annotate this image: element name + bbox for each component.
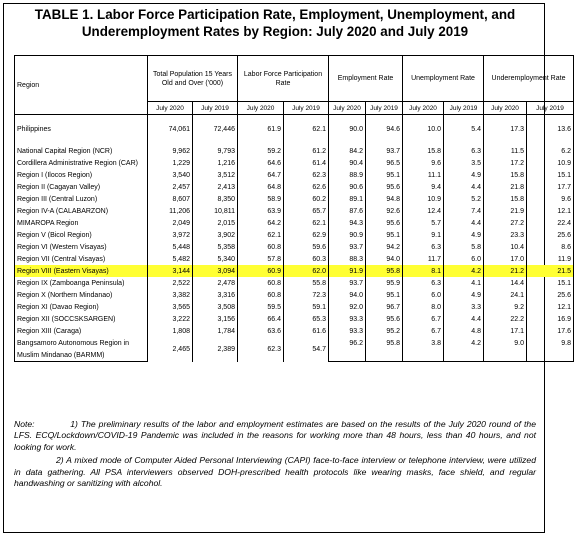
unemployment-2019: 4.4 bbox=[444, 313, 484, 325]
unemployment-2019: 6.0 bbox=[444, 253, 484, 265]
employment-2020: 90.6 bbox=[329, 181, 366, 193]
region-name: Region XII (SOCCSKSARGEN) bbox=[15, 313, 148, 325]
employment-2019: 95.1 bbox=[366, 169, 403, 181]
employment-2019: 96.5 bbox=[366, 157, 403, 169]
population-2019: 9,793 bbox=[193, 145, 238, 157]
employment-2020: 90.9 bbox=[329, 229, 366, 241]
region-name: Region I (Ilocos Region) bbox=[15, 169, 148, 181]
region-row-highlighted bbox=[15, 265, 574, 277]
employment-2020: 93.7 bbox=[329, 241, 366, 253]
population-2019: 10,811 bbox=[193, 205, 238, 217]
population-2019: 1,216 bbox=[193, 157, 238, 169]
region-name: Region V (Bicol Region) bbox=[15, 229, 148, 241]
header-year-2020: July 2020 bbox=[484, 102, 527, 115]
unemployment-2019: 4.1 bbox=[444, 277, 484, 289]
underemployment-2020: 23.3 bbox=[484, 229, 527, 241]
region-row bbox=[15, 181, 574, 193]
lfpr-2020: 66.4 bbox=[238, 313, 284, 325]
unemployment-2020: 9.4 bbox=[403, 181, 444, 193]
unemployment-2019: 3.3 bbox=[444, 301, 484, 313]
lfpr-2019: 61.4 bbox=[284, 157, 329, 169]
employment-2019: 95.1 bbox=[366, 229, 403, 241]
underemployment-2020: 9.2 bbox=[484, 301, 527, 313]
lfpr-2020: 57.8 bbox=[238, 253, 284, 265]
employment-2020: 91.9 bbox=[329, 265, 366, 277]
lfpr-2020: 64.7 bbox=[238, 169, 284, 181]
population-2019: 2,478 bbox=[193, 277, 238, 289]
underemployment-2020: 21.8 bbox=[484, 181, 527, 193]
underemployment-2019: 25.6 bbox=[527, 289, 574, 301]
note-label: Note: bbox=[14, 419, 35, 429]
lfpr-2020: 59.2 bbox=[238, 145, 284, 157]
employment-2019: 95.6 bbox=[366, 313, 403, 325]
employment-2019: 96.7 bbox=[366, 301, 403, 313]
unemployment-2020: 3.8 bbox=[403, 337, 444, 349]
underemployment-2020: 22.2 bbox=[484, 313, 527, 325]
unemployment-2019: 7.4 bbox=[444, 205, 484, 217]
unemployment-2019: 4.9 bbox=[444, 169, 484, 181]
unemployment-2020: 6.7 bbox=[403, 313, 444, 325]
lfpr-2020: 63.9 bbox=[238, 205, 284, 217]
population-2020: 2,049 bbox=[148, 217, 193, 229]
population-2020: 3,144 bbox=[148, 265, 193, 277]
population-2020: 3,382 bbox=[148, 289, 193, 301]
region-name: Region IX (Zamboanga Peninsula) bbox=[15, 277, 148, 289]
underemployment-2020: 17.0 bbox=[484, 253, 527, 265]
region-row bbox=[15, 313, 574, 325]
underemployment-2020: 21.2 bbox=[484, 265, 527, 277]
unemployment-2019: 4.2 bbox=[444, 265, 484, 277]
population-2020: 3,565 bbox=[148, 301, 193, 313]
lfpr-2019: 60.2 bbox=[284, 193, 329, 205]
lfpr-2020: 63.6 bbox=[238, 325, 284, 337]
unemployment-2019: 4.2 bbox=[444, 337, 484, 349]
header-year-2019: July 2019 bbox=[366, 102, 403, 115]
lfpr-2019: 65.3 bbox=[284, 313, 329, 325]
lfpr-2019: 62.1 bbox=[284, 217, 329, 229]
population-2020: 11,206 bbox=[148, 205, 193, 217]
region-name: Region X (Northern Mindanao) bbox=[15, 289, 148, 301]
unemployment-2020: 5.7 bbox=[403, 217, 444, 229]
header-year-2019: July 2019 bbox=[444, 102, 484, 115]
lfpr-2019: 62.6 bbox=[284, 181, 329, 193]
population-2019: 2,389 bbox=[193, 337, 238, 362]
header-region: Region bbox=[15, 56, 148, 115]
region-name: Region IV-A (CALABARZON) bbox=[15, 205, 148, 217]
region-row bbox=[15, 205, 574, 217]
underemployment-2020: 24.1 bbox=[484, 289, 527, 301]
region-row bbox=[15, 193, 574, 205]
underemployment-2020: 27.2 bbox=[484, 217, 527, 229]
region-row bbox=[15, 325, 574, 337]
population-2020: 2,465 bbox=[148, 337, 193, 362]
population-2019: 3,902 bbox=[193, 229, 238, 241]
unemployment-2020: 8.0 bbox=[403, 301, 444, 313]
header-year-2019: July 2019 bbox=[284, 102, 329, 115]
header-lfpr: Labor Force Participation Rate bbox=[238, 56, 329, 102]
lfpr-2020: 59.5 bbox=[238, 301, 284, 313]
underemployment-2020: 10.4 bbox=[484, 241, 527, 253]
underemployment-2020: 14.4 bbox=[484, 277, 527, 289]
header-underemployment: Underemployment Rate bbox=[484, 56, 574, 102]
lfpr-2019: 72.3 bbox=[284, 289, 329, 301]
unemployment-2019: 4.9 bbox=[444, 229, 484, 241]
lfpr-2019: 61.2 bbox=[284, 145, 329, 157]
employment-2019: 95.9 bbox=[366, 277, 403, 289]
underemployment-2020: 17.2 bbox=[484, 157, 527, 169]
population-2019: 2,015 bbox=[193, 217, 238, 229]
region-name: Region VIII (Eastern Visayas) bbox=[15, 265, 148, 277]
population-2019: 5,358 bbox=[193, 241, 238, 253]
population-2019: 3,094 bbox=[193, 265, 238, 277]
population-2019: 3,156 bbox=[193, 313, 238, 325]
employment-2020: 93.3 bbox=[329, 325, 366, 337]
lfpr-2019: 62.3 bbox=[284, 169, 329, 181]
underemployment-2020: 15.8 bbox=[484, 193, 527, 205]
unemployment-2020: 10.9 bbox=[403, 193, 444, 205]
unemployment-2020: 6.7 bbox=[403, 325, 444, 337]
population-2020: 74,061 bbox=[148, 123, 193, 135]
region-name: Region III (Central Luzon) bbox=[15, 193, 148, 205]
employment-2019: 93.7 bbox=[366, 145, 403, 157]
region-name: Region VI (Western Visayas) bbox=[15, 241, 148, 253]
lfpr-2020: 60.8 bbox=[238, 277, 284, 289]
underemployment-2019: 21.5 bbox=[527, 265, 574, 277]
header-unemployment: Unemployment Rate bbox=[403, 56, 484, 102]
region-name: Philippines bbox=[15, 123, 148, 135]
region-name: Region XI (Davao Region) bbox=[15, 301, 148, 313]
population-2019: 3,508 bbox=[193, 301, 238, 313]
lfpr-2019: 54.7 bbox=[284, 337, 329, 362]
lfpr-2019: 60.3 bbox=[284, 253, 329, 265]
region-name: Region II (Cagayan Valley) bbox=[15, 181, 148, 193]
underemployment-2019: 17.6 bbox=[527, 325, 574, 337]
population-2020: 3,222 bbox=[148, 313, 193, 325]
region-row bbox=[15, 277, 574, 289]
barmm-row bbox=[15, 337, 574, 349]
population-2019: 2,413 bbox=[193, 181, 238, 193]
unemployment-2020: 11.1 bbox=[403, 169, 444, 181]
underemployment-2020: 15.8 bbox=[484, 169, 527, 181]
lfpr-2020: 58.9 bbox=[238, 193, 284, 205]
underemployment-2019: 13.6 bbox=[527, 123, 574, 135]
region-row bbox=[15, 157, 574, 169]
population-2020: 1,808 bbox=[148, 325, 193, 337]
underemployment-2019: 25.6 bbox=[527, 229, 574, 241]
underemployment-2019: 8.6 bbox=[527, 241, 574, 253]
population-2020: 5,482 bbox=[148, 253, 193, 265]
unemployment-2019: 4.9 bbox=[444, 289, 484, 301]
population-2020: 3,972 bbox=[148, 229, 193, 241]
lfpr-2020: 60.9 bbox=[238, 265, 284, 277]
lfpr-2020: 60.8 bbox=[238, 289, 284, 301]
lfpr-2019: 62.1 bbox=[284, 123, 329, 135]
lfpr-2019: 55.8 bbox=[284, 277, 329, 289]
region-name: MIMAROPA Region bbox=[15, 217, 148, 229]
employment-2019: 94.8 bbox=[366, 193, 403, 205]
employment-2020: 88.9 bbox=[329, 169, 366, 181]
notes-block bbox=[14, 419, 536, 489]
population-2020: 9,962 bbox=[148, 145, 193, 157]
employment-2020: 88.3 bbox=[329, 253, 366, 265]
lfpr-2019: 62.9 bbox=[284, 229, 329, 241]
region-row bbox=[15, 241, 574, 253]
lfpr-2020: 64.2 bbox=[238, 217, 284, 229]
header-year-2019: July 2019 bbox=[193, 102, 238, 115]
unemployment-2020: 11.7 bbox=[403, 253, 444, 265]
underemployment-2020: 17.3 bbox=[484, 123, 527, 135]
header-year-2020: July 2020 bbox=[238, 102, 284, 115]
region-name-cont: Muslim Mindanao (BARMM) bbox=[15, 349, 148, 362]
underemployment-2019: 15.1 bbox=[527, 169, 574, 181]
population-2019: 72,446 bbox=[193, 123, 238, 135]
note-1 bbox=[14, 419, 536, 453]
lfpr-2020: 64.6 bbox=[238, 157, 284, 169]
underemployment-2019: 12.1 bbox=[527, 301, 574, 313]
region-row bbox=[15, 301, 574, 313]
population-2019: 8,350 bbox=[193, 193, 238, 205]
lfpr-2020: 62.3 bbox=[238, 337, 284, 362]
lfpr-2020: 60.8 bbox=[238, 241, 284, 253]
unemployment-2019: 6.3 bbox=[444, 145, 484, 157]
underemployment-2019: 9.6 bbox=[527, 193, 574, 205]
unemployment-2019: 3.5 bbox=[444, 157, 484, 169]
employment-2020: 94.3 bbox=[329, 217, 366, 229]
unemployment-2020: 9.6 bbox=[403, 157, 444, 169]
unemployment-2020: 9.1 bbox=[403, 229, 444, 241]
region-name: National Capital Region (NCR) bbox=[15, 145, 148, 157]
employment-2019: 95.6 bbox=[366, 181, 403, 193]
underemployment-2020: 11.5 bbox=[484, 145, 527, 157]
employment-2020: 89.1 bbox=[329, 193, 366, 205]
employment-2020: 94.0 bbox=[329, 289, 366, 301]
employment-2019: 94.0 bbox=[366, 253, 403, 265]
population-2020: 5,448 bbox=[148, 241, 193, 253]
labor-stats-table bbox=[14, 55, 574, 362]
employment-2019: 94.2 bbox=[366, 241, 403, 253]
lfpr-2020: 64.8 bbox=[238, 181, 284, 193]
region-row bbox=[15, 217, 574, 229]
population-2020: 2,522 bbox=[148, 277, 193, 289]
unemployment-2020: 12.4 bbox=[403, 205, 444, 217]
note-1-text: 1) The preliminary results of the labor and employment estimates are based on the results of the July 2020 round of the LFS. ECQ/Lockdown/COVID-19 Pandemic was included in the reasons for working more than 48 hours, less than 40 hours, and not looking for work. bbox=[14, 419, 536, 452]
header-year-2020: July 2020 bbox=[403, 102, 444, 115]
header-year-2020: July 2020 bbox=[329, 102, 366, 115]
population-2019: 5,340 bbox=[193, 253, 238, 265]
employment-2019: 95.8 bbox=[366, 265, 403, 277]
unemployment-2020: 6.3 bbox=[403, 277, 444, 289]
underemployment-2019: 6.2 bbox=[527, 145, 574, 157]
underemployment-2020: 17.1 bbox=[484, 325, 527, 337]
region-row bbox=[15, 229, 574, 241]
lfpr-2019: 65.7 bbox=[284, 205, 329, 217]
unemployment-2019: 5.4 bbox=[444, 123, 484, 135]
unemployment-2019: 4.4 bbox=[444, 181, 484, 193]
lfpr-2019: 61.6 bbox=[284, 325, 329, 337]
lfpr-2020: 61.9 bbox=[238, 123, 284, 135]
employment-2019: 95.1 bbox=[366, 289, 403, 301]
population-2019: 3,316 bbox=[193, 289, 238, 301]
employment-2020: 84.2 bbox=[329, 145, 366, 157]
employment-2020: 96.2 bbox=[329, 337, 366, 349]
employment-2020: 90.0 bbox=[329, 123, 366, 135]
unemployment-2020: 6.3 bbox=[403, 241, 444, 253]
region-name: Region VII (Central Visayas) bbox=[15, 253, 148, 265]
region-row bbox=[15, 253, 574, 265]
employment-2020: 93.3 bbox=[329, 313, 366, 325]
unemployment-2019: 5.8 bbox=[444, 241, 484, 253]
lfpr-2019: 62.0 bbox=[284, 265, 329, 277]
employment-2019: 94.6 bbox=[366, 123, 403, 135]
underemployment-2020: 9.0 bbox=[484, 337, 527, 349]
lfpr-2020: 62.1 bbox=[238, 229, 284, 241]
header-year-2019: July 2019 bbox=[527, 102, 574, 115]
underemployment-2019: 10.9 bbox=[527, 157, 574, 169]
unemployment-2020: 10.0 bbox=[403, 123, 444, 135]
employment-2019: 95.6 bbox=[366, 217, 403, 229]
header-year-2020: July 2020 bbox=[148, 102, 193, 115]
population-2020: 8,607 bbox=[148, 193, 193, 205]
underemployment-2019: 22.4 bbox=[527, 217, 574, 229]
table-title bbox=[8, 6, 542, 40]
unemployment-2020: 6.0 bbox=[403, 289, 444, 301]
region-row bbox=[15, 289, 574, 301]
region-name: Cordillera Administrative Region (CAR) bbox=[15, 157, 148, 169]
employment-2019: 95.8 bbox=[366, 337, 403, 349]
note-2: 2) A mixed mode of Computer Aided Personal Interviewing (CAPI) face-to-face interview or telephone interview, were utilized in data gathering. All PSA interviewers observed DOH-prescribed health protocols like wearing masks, face shield, and regular handwashing or sanitizing with alcohol. bbox=[14, 455, 536, 489]
unemployment-2019: 4.8 bbox=[444, 325, 484, 337]
unemployment-2020: 8.1 bbox=[403, 265, 444, 277]
region-name: Bangsamoro Autonomous Region in bbox=[15, 337, 148, 349]
unemployment-2019: 4.4 bbox=[444, 217, 484, 229]
underemployment-2019: 16.9 bbox=[527, 313, 574, 325]
population-2020: 1,229 bbox=[148, 157, 193, 169]
employment-2019: 92.6 bbox=[366, 205, 403, 217]
title-line-1: TABLE 1. Labor Force Participation Rate, Employment, Unemployment, and bbox=[34, 7, 516, 22]
employment-2019: 95.2 bbox=[366, 325, 403, 337]
employment-2020: 92.0 bbox=[329, 301, 366, 313]
region-name: Region XIII (Caraga) bbox=[15, 325, 148, 337]
lfpr-2019: 59.6 bbox=[284, 241, 329, 253]
underemployment-2020: 21.9 bbox=[484, 205, 527, 217]
title-line-2: Underemployment Rates by Region: July 2020 and July 2019 bbox=[81, 24, 469, 39]
underemployment-2019: 17.7 bbox=[527, 181, 574, 193]
underemployment-2019: 15.1 bbox=[527, 277, 574, 289]
underemployment-2019: 12.1 bbox=[527, 205, 574, 217]
header-population: Total Population 15 Years Old and Over ('000) bbox=[148, 56, 238, 102]
underemployment-2019: 9.8 bbox=[527, 337, 574, 349]
population-2020: 2,457 bbox=[148, 181, 193, 193]
employment-2020: 87.6 bbox=[329, 205, 366, 217]
population-2019: 1,784 bbox=[193, 325, 238, 337]
underemployment-2019: 11.9 bbox=[527, 253, 574, 265]
region-row bbox=[15, 169, 574, 181]
national-row bbox=[15, 123, 574, 135]
employment-2020: 90.4 bbox=[329, 157, 366, 169]
employment-2020: 93.7 bbox=[329, 277, 366, 289]
lfpr-2019: 59.1 bbox=[284, 301, 329, 313]
population-2019: 3,512 bbox=[193, 169, 238, 181]
header-employment: Employment Rate bbox=[329, 56, 403, 102]
population-2020: 3,540 bbox=[148, 169, 193, 181]
unemployment-2020: 15.8 bbox=[403, 145, 444, 157]
unemployment-2019: 5.2 bbox=[444, 193, 484, 205]
region-row bbox=[15, 145, 574, 157]
